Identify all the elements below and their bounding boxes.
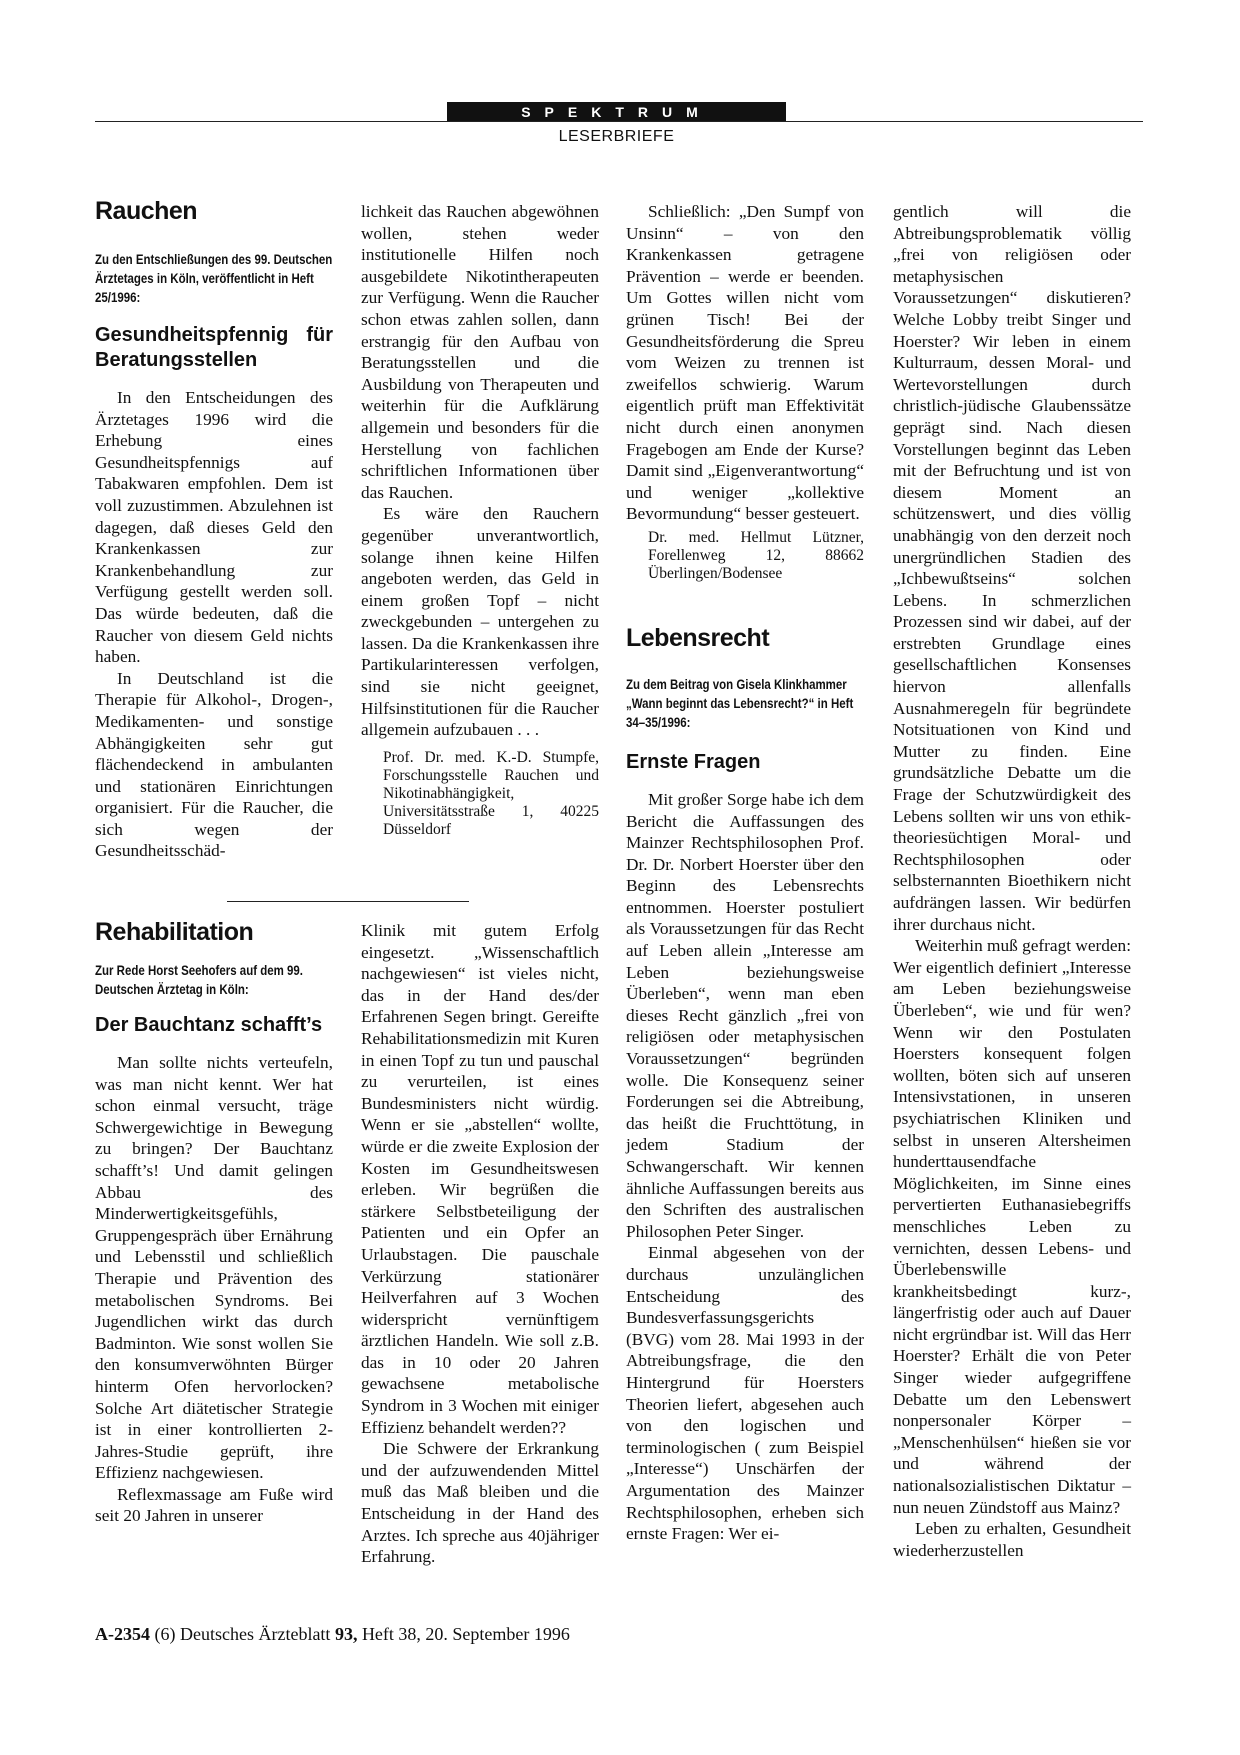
letter-signature: Dr. med. Hellmut Lützner, Forellenweg 12, 88662 Überlingen/Bodensee [648, 528, 864, 582]
column-3 [626, 201, 864, 1545]
topic-heading: Rehabilitation [95, 918, 254, 946]
issue-date: Heft 38, 20. September 1996 [361, 1624, 570, 1644]
header-rule [95, 121, 1143, 122]
paragraph: Klinik mit gutem Erfolg eingesetzt. „Wissenschaftlich nachgewiesen“ ist vieles nicht, das in der Hand des/der Erfahrenen Segen bringt. Gereifte Rehabilitationsmedizin mit Kuren in einen Topf zu tun und pauschal zu verurteilen, ist eines Bundesministers nicht würdig. Wenn er sie „abstellen“ wollte, würde er die zweite Explosion der Kosten im Gesundheitswesen erleben. Wir begrüßen die stärkere Selbstbeteiligung der Patienten und ein Opfer an Urlaubstagen. Die pauschale Verkürzung stationärer Heilverfahren auf 3 Wochen widerspricht vernünftigem ärztlichen Handeln. Wie soll z.B. das in 10 oder 20 Jahren gewachsene metabolische Syndrom in 3 Wochen mit einiger Effizienz behandelt werden?? [361, 921, 599, 1437]
volume-number: 93, [334, 1624, 358, 1644]
letter-intro: Zu den Entschließungen des 99. Deutschen Ärztetages in Köln, veröffentlicht in Heft 25/1996: [95, 251, 333, 305]
letter-rauchen-col2 [361, 201, 599, 839]
paragraph: Reflexmassage am Fuße wird seit 20 Jahren in unserer [95, 1484, 333, 1526]
paragraph: Schließlich: „Den Sumpf von Unsinn“ – von den Krankenkassen getragene Prävention – werde er beenden. Um Gottes willen nicht vom grünen Tisch! Bei der Gesundheitsförderung die Spreu vom Weizen zu trennen ist zweifellos schwierig. Warum eigentlich prüft man Effektivität nicht durch einen anonymen Fragebogen am Ende der Kurse? Damit sind „Eigenverantwortung“ und weniger „kollektive Bevormundung“ besser gesteuert. [626, 202, 864, 524]
paragraph: Man sollte nichts verteufeln, was man nicht kennt. Wer hat schon einmal versucht, träge Schwergewichtige in Bewegung zu bringen? Der Bauchtanz schafft’s! Und damit gelingen Abbau des Minderwertigkeitsgefühls, Gruppengespräch über Ernährung und Lebensstil und schließlich Therapie und Prävention des metabolischen Syndroms. Bei Jugendlichen wirkt das durch Badminton. Wie sonst wollen Sie den konsumverwöhnten Bürger hinterm Ofen hervorlocken? Solche Art diätetischer Strategie ist in einer kontrollierten 2-Jahres-Studie geprüft, ihre Effizienz nachgewiesen. [95, 1053, 333, 1483]
paragraph: Einmal abgesehen von der durchaus unzulänglichen Entscheidung des Bundesverfassungsgerichts (BVG) vom 28. Mai 1993 in der Abtreibungsfrage, die den Hintergrund für Hoersters Theorien liefert, abgesehen auch von den logischen und terminologischen ( zum Beispiel „Interesse“) Unschärfen der Argumentation des Mainzer Rechtsphilosophen, erheben sich ernste Fragen: Wer ei- [626, 1243, 864, 1544]
letter-headline: Der Bauchtanz schafft’s [95, 1014, 323, 1036]
paragraph: Die Schwere der Erkrankung und der aufzuwendenden Mittel muß das Maß bleiben und die Entscheidung in der Hand des Arztes. Ich spreche aus 40jähriger Erfahrung. [361, 1439, 599, 1567]
paragraph: Es wäre den Rauchern gegenüber unverantwortlich, solange ihnen keine Hilfen angeboten werden, das Geld in einem großen Topf – nicht zweckgebunden – untergehen zu lassen. Da die Krankenkassen ihre Partikularinteressen verfolgen, sind sie nicht geeignet, Hilfsinstitutionen für die Raucher allgemein aufzubauen . . . [361, 504, 599, 740]
paragraph: Leben zu erhalten, Gesundheit wiederherzustellen [893, 1519, 1131, 1560]
page-footer [95, 1624, 570, 1645]
letter-rehabilitation-col1 [95, 917, 333, 1527]
column-4 [893, 201, 1131, 1561]
paragraph: Weiterhin muß gefragt werden: Wer eigentlich definiert „Interesse am Leben beziehungsweise Überleben“, wie und für wen? Wenn wir den Postulaten Hoersters konsequent folgen wollten, böten sich auf unseren Intensivstationen, in unseren psychiatrischen Kliniken und selbst in unseren Altersheimen hunderttausendfache Möglichkeiten, im Sinne eines pervertierten Euthanasiebegriffs menschliches Leben zu vernichten, dessen Lebens- und Überlebenswille krankheitsbedingt kurz-, längerfristig oder auch auf Dauer nicht ergründbar ist. Will das Herr Hoerster? Erhält die von Peter Singer wieder aufgegriffene Debatte um den Lebenswert nonpersonaler Körper – „Menschenhülsen“ hießen sie vor und während der nationalsozialistischen Diktatur – nun neuen Zündstoff aus Mainz? [893, 936, 1131, 1517]
topic-heading: Lebensrecht [626, 623, 770, 652]
section-divider [227, 901, 469, 902]
paragraph: In Deutschland ist die Therapie für Alkohol-, Drogen-, Medikamenten- und sonstige Abhängigkeiten sehr gut flächendeckend in ambulanten und stationären Einrichtungen organisiert. Für die Raucher, die sich wegen der Gesundheitsschäd- [95, 668, 333, 861]
letter-rauchen-col1 [95, 196, 333, 862]
letter-rehabilitation-col2 [361, 920, 599, 1568]
letter-intro: Zu dem Beitrag von Gisela Klinkhammer „Wann beginnt das Lebensrecht?“ in Heft 34–35/1996: [626, 675, 854, 730]
section-subtitle: LESERBRIEFE [558, 128, 675, 145]
journal-name: (6) Deutsches Ärzteblatt [154, 1624, 331, 1644]
paragraph: gentlich will die Abtreibungsproblematik völlig „frei von religiösen oder metaphysischen Voraussetzungen“ diskutieren? Welche Lobby treibt Singer und Hoerster? Wir leben in einem Kulturraum, dessen Moral- und Wertevorstellungen durch christlich-jüdische Glaubenssätze geprägt sind. Nach diesen Vorstellungen beginnt das Leben mit der Befruchtung und ist von diesem Moment an schützenswert, und dies völlig unabhängig von den derzeit noch unergründlichen Stadien des „Ichbewußtseins“ solchen Lebens. In schmerzlichen Prozessen sind wir dabei, auf der erstrebten Grundlage eines gesellschaftlichen Konsenses hiervon allenfalls Ausnahmeregeln für begründete Notsituationen von Kind und Mutter zu finden. Eine grundsätzliche Debatte um die Frage der Schutzwürdigkeit des Lebens sollten wir uns von ethik-theoriesüchtigen Moral- und Rechtsphilosophen oder selbsternannten Bioethikern nicht aufdrängen lassen. Wir bedürfen ihrer durchaus nicht. [893, 202, 1131, 934]
paragraph: Mit großer Sorge habe ich dem Bericht die Auffassungen des Mainzer Rechtsphilosophen Prof. Dr. Dr. Norbert Hoerster über den Beginn des Lebensrechts entnommen. Hoerster postuliert als Voraussetzungen für das Recht auf Leben allein „Interesse am Leben beziehungsweise Überleben“, wenn man eben dieses Recht gänzlich „frei von religiösen oder metaphysischen Voraussetzungen“ begründen wolle. Die Konsequenz seiner Forderungen sei die Abtreibung, das heißt die Fruchttötung, in jedem Stadium der Schwangerschaft. Wir kennen ähnliche Auffassungen bereits aus den Schriften des australischen Philosophen Peter Singer. [626, 789, 864, 1241]
letter-headline: Gesundheitspfennig für Beratungsstellen [95, 324, 333, 371]
letter-signature: Prof. Dr. med. K.-D. Stumpfe, Forschungsstelle Rauchen und Nikotinabhängigkeit, Universitätsstraße 1, 40225 Düsseldorf [383, 748, 599, 838]
letter-headline: Ernste Fragen [626, 750, 761, 773]
paragraph: lichkeit das Rauchen abgewöhnen wollen, stehen weder institutionelle Hilfen noch ausgebildete Nikotintherapeuten zur Verfügung. Wenn die Raucher schon etwas zahlen sollen, dann erstrangig für den Aufbau von Beratungsstellen und die Ausbildung von Therapeuten und weiterhin für die Aufklärung allgemein und besonders für die Herstellung von fachlichen schriftlichen Informationen über das Rauchen. [361, 202, 599, 502]
topic-heading: Rauchen [95, 197, 198, 225]
paragraph: In den Entscheidungen des Ärztetages 1996 wird die Erhebung eines Gesundheitspfennigs auf Tabakwaren empfohlen. Dem ist voll zuzustimmen. Abzulehnen ist dagegen, daß dieses Geld den Krankenkassen zur Krankenbehandlung zur Verfügung gestellt werden soll. Das würde bedeuten, daß die Raucher von diesem Geld nichts haben. [95, 388, 333, 667]
section-masthead: SPEKTRUM [447, 102, 786, 122]
page-number: A-2354 [95, 1624, 150, 1644]
letter-intro: Zur Rede Horst Seehofers auf dem 99. Deutschen Ärztetag in Köln: [95, 962, 303, 997]
